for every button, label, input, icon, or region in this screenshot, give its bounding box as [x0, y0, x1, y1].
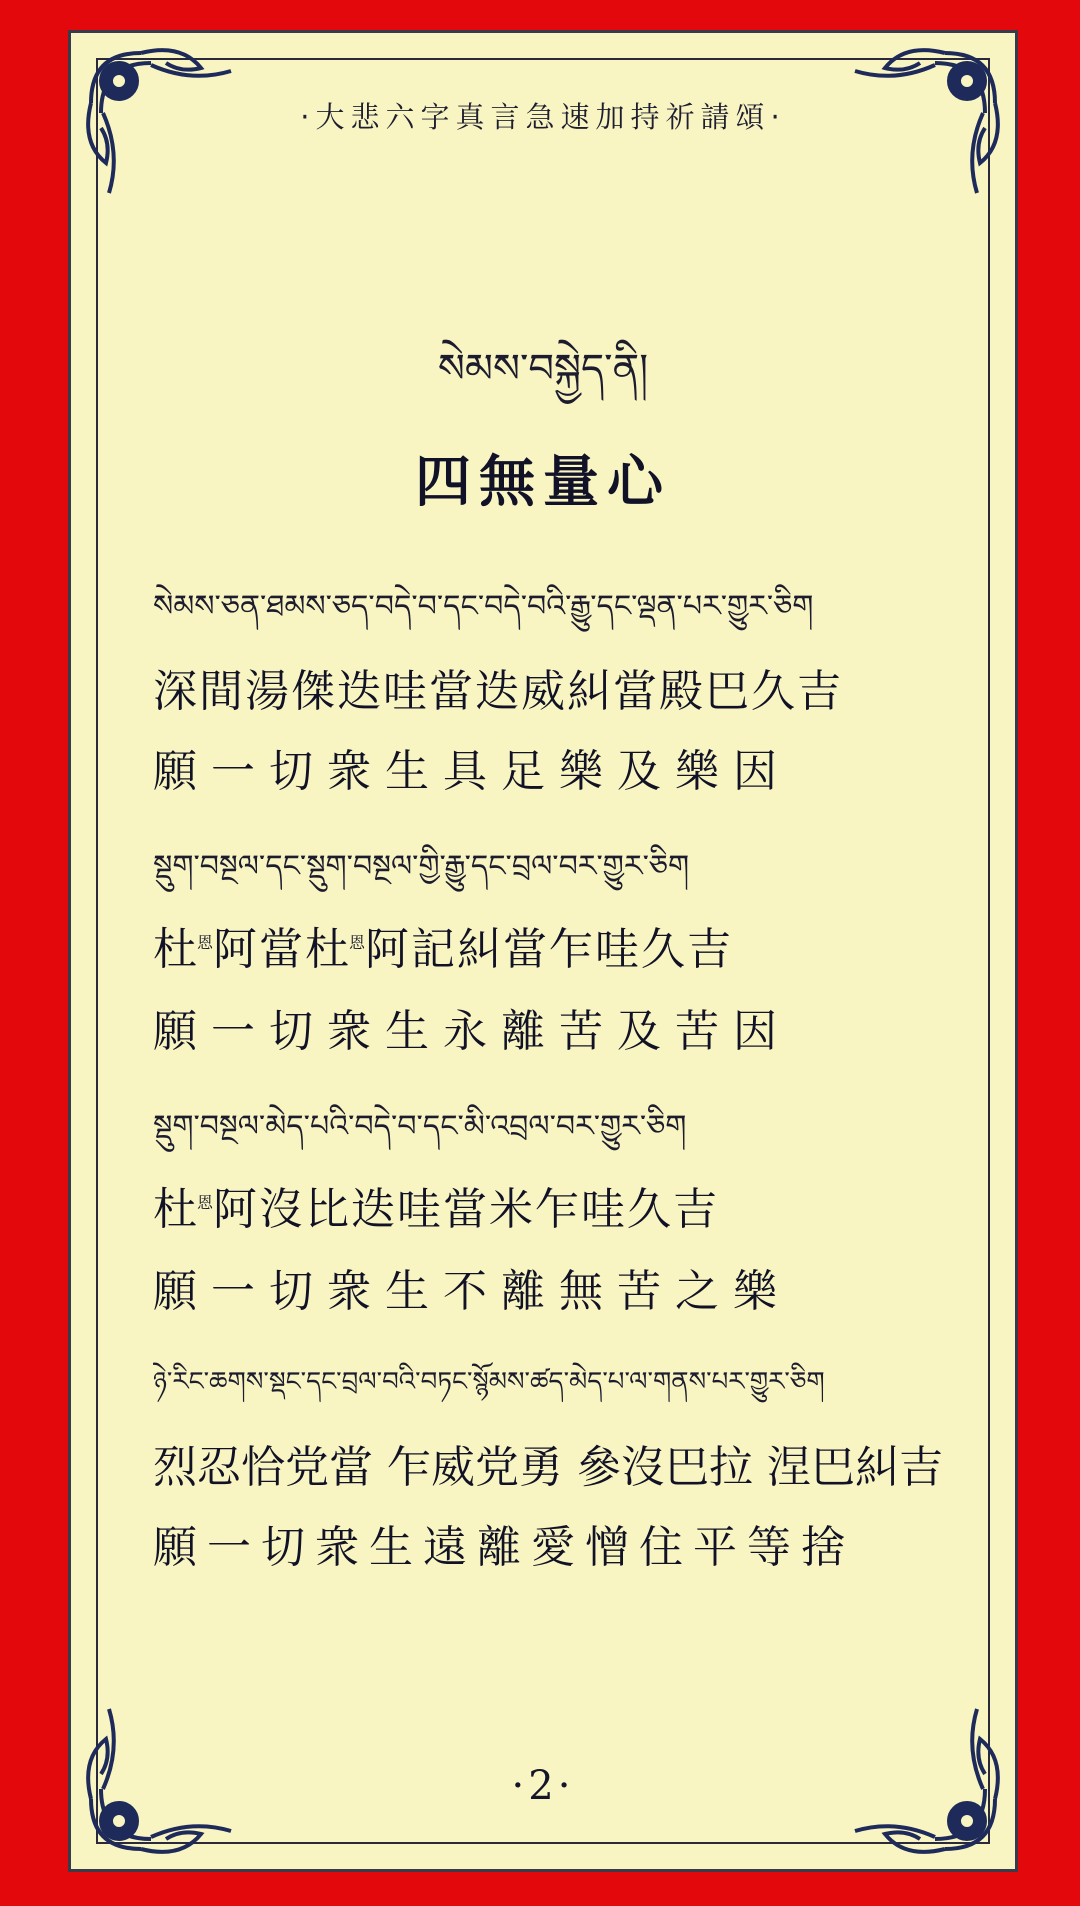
chinese-title: 四無量心	[415, 449, 671, 515]
verse-tibetan: ཉེ་རིང་ཆགས་སྡང་དང་བྲལ་བའི་བཏང་སྙོམས་ཚད་མེད་པ་ལ་གནས་པར་གྱུར་ཅིག	[153, 1367, 825, 1397]
verse-phonetic	[153, 1431, 985, 1495]
verse-phonetic	[153, 913, 985, 977]
verse-phonetic	[153, 1173, 985, 1237]
phonetic-text: 烈忍恰党當 乍威党勇 參沒巴拉 涅巴糾吉	[153, 1442, 943, 1493]
verse-phonetic	[153, 655, 985, 719]
pronunciation-mark: 恩	[349, 933, 368, 953]
phonetic-text: 阿沒比迭哇當米乍哇久吉	[213, 1184, 720, 1235]
scripture-page	[68, 30, 1018, 1872]
phonetic-text: 杜	[153, 1184, 199, 1235]
phonetic-text: 杜	[153, 924, 199, 975]
page-number: ·2·	[511, 1763, 575, 1809]
phonetic-text: 阿當杜	[213, 924, 352, 975]
verse-tibetan: སེམས་ཅན་ཐམས་ཅད་བདེ་བ་དང་བདེ་བའི་རྒྱུ་དང་ལྡན་པར་གྱུར་ཅིག	[153, 589, 814, 624]
pronunciation-mark: 恩	[197, 933, 216, 953]
phonetic-text: 深間湯傑迭哇當迭威糾當殿巴久吉	[153, 666, 843, 717]
pronunciation-mark: 恩	[197, 1193, 216, 1213]
verse-translation: 願一切衆生遠離愛憎住平等捨	[153, 1522, 855, 1573]
verse-tibetan: སྡུག་བསྔལ་དང་སྡུག་བསྔལ་གྱི་རྒྱུ་དང་བྲལ་བར་གྱུར་ཅིག	[153, 849, 690, 884]
verse-tibetan: སྡུག་བསྔལ་མེད་པའི་བདེ་བ་དང་མི་འབྲལ་བར་གྱུར་ཅིག	[153, 1109, 687, 1144]
verse-translation: 願一切衆生具足樂及樂因	[153, 746, 791, 797]
page-header: ·大悲六字真言急速加持祈請頌·	[300, 100, 786, 134]
verse-translation: 願一切衆生不離無苦之樂	[153, 1266, 791, 1317]
tibetan-title: སེམས་བསྐྱེད་ནི།	[437, 346, 649, 392]
phonetic-text: 阿記糾當乍哇久吉	[365, 924, 734, 975]
verse-translation: 願一切衆生永離苦及苦因	[153, 1006, 791, 1057]
